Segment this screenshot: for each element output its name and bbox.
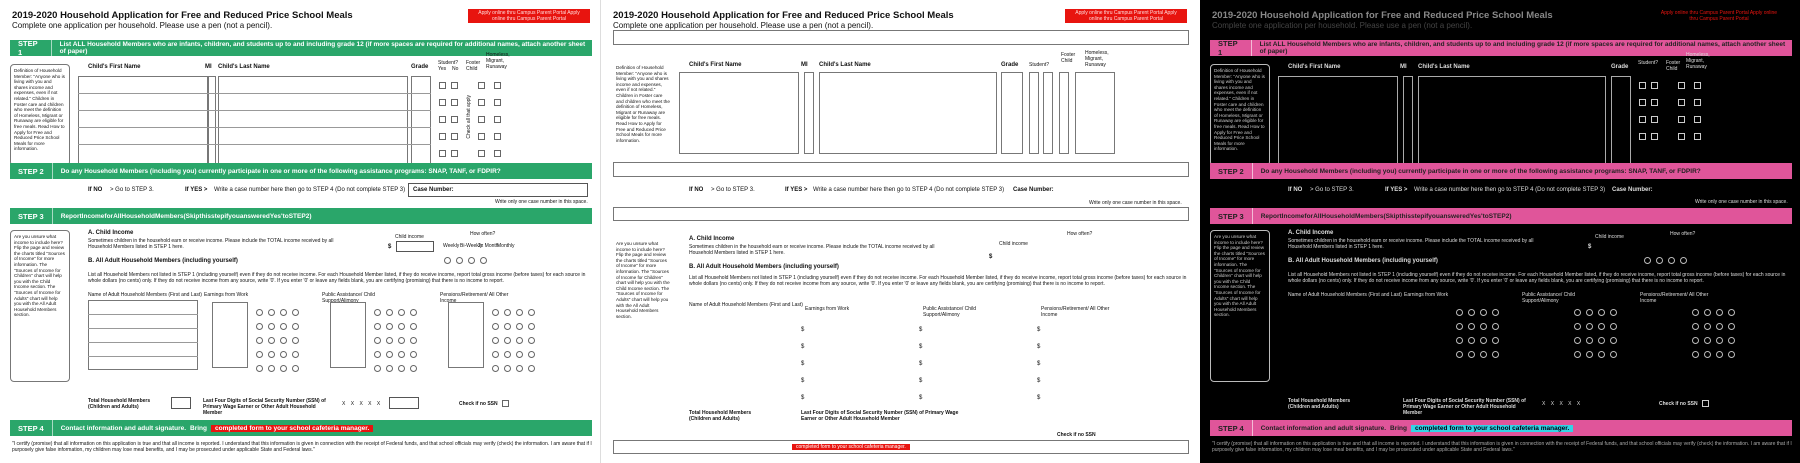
step1-text: List ALL Household Members who are infants, children, and students up to and including grade 12 (if more spaces are required for additional names, attach another sheet of paper) bbox=[1259, 41, 1786, 55]
step4-text: Contact information and adult signature. bbox=[60, 424, 187, 432]
foster-col[interactable] bbox=[1059, 72, 1069, 154]
col-student: Student? bbox=[1029, 62, 1050, 68]
step3-bar bbox=[10, 208, 592, 224]
child-income-input[interactable] bbox=[396, 241, 434, 252]
adult-name-col: Name of Adult Household Members (First and Last) bbox=[1288, 292, 1402, 298]
step4-text: Contact information and adult signature. bbox=[1260, 424, 1387, 432]
freq-2x-month: 2x Month bbox=[478, 243, 499, 249]
adult-members-text: List all Household Members not listed in STEP 1 (including yourself) even if they do not receive income. For each Household Member listed, if they do receive income, report total gross income (before taxes) for each source in whole dollars (no cents) only. If they do not receive income from any source, write '0'. If you enter '0' or leave any fields blank, you are certifying (promising) that there is no income to report. bbox=[1288, 272, 1786, 284]
child-income-title: A. Child Income bbox=[88, 230, 134, 236]
write-only: Write only one case number in this space. bbox=[495, 199, 588, 205]
col-mi: MI bbox=[1400, 64, 1407, 70]
child-income-title: A. Child Income bbox=[1288, 230, 1334, 236]
col-foster: Foster Child bbox=[1061, 52, 1076, 64]
radio-2x-month[interactable] bbox=[468, 257, 475, 264]
child-income-text: Sometimes children in the household earn or receive income. Please include the TOTAL income received by all Household Members listed in STEP 1 here. bbox=[88, 238, 334, 250]
layout-panel bbox=[600, 0, 1200, 463]
ssn-input[interactable] bbox=[389, 397, 419, 409]
step2-bar bbox=[1210, 163, 1792, 179]
step3-frame bbox=[613, 207, 1189, 221]
student-yes-checkbox[interactable] bbox=[439, 99, 446, 106]
grid-row-line bbox=[78, 110, 431, 111]
grade-grid[interactable] bbox=[411, 76, 431, 164]
child-frequency-radios[interactable] bbox=[1644, 251, 1692, 269]
grid-row-line bbox=[78, 144, 431, 145]
foster-checkbox[interactable] bbox=[478, 82, 485, 89]
first-name-grid[interactable] bbox=[679, 72, 799, 154]
col-foster: Foster Child bbox=[1666, 60, 1681, 72]
step3-label: STEP 3 bbox=[1210, 208, 1253, 224]
how-often-child: How often? bbox=[1670, 231, 1696, 237]
total-members-label: Total Household Members (Children and Adults) bbox=[88, 398, 151, 410]
student-yes-checkbox[interactable] bbox=[439, 116, 446, 123]
hmr-checkbox[interactable] bbox=[494, 116, 501, 123]
student-no-checkbox[interactable] bbox=[451, 82, 458, 89]
go-step3: > Go to STEP 3. bbox=[110, 187, 154, 193]
child-income-dollar: $ bbox=[1588, 244, 1592, 250]
earnings-col: Earnings from Work bbox=[204, 292, 249, 298]
child-income-label: Child income bbox=[395, 234, 424, 240]
child-frequency-radios[interactable] bbox=[444, 251, 492, 269]
foster-checkbox[interactable] bbox=[1678, 82, 1685, 89]
step3-text: ReportIncomeforAllHouseholdMembers(SkipthisstepifyouansweredYes'toSTEP2) bbox=[1260, 212, 1512, 220]
first-name-grid[interactable] bbox=[78, 76, 208, 164]
grid-row-line bbox=[88, 314, 198, 315]
how-often-child: How often? bbox=[470, 231, 496, 237]
form-title: 2019-2020 Household Application for Free and Reduced Price School Meals bbox=[613, 10, 954, 21]
step4-label: STEP 4 bbox=[10, 420, 53, 436]
total-members-input[interactable] bbox=[171, 397, 191, 409]
public-assistance-col: Public Assistance/ Child Support/Alimony bbox=[322, 292, 376, 304]
adult-members-text: List all Household Members not listed in STEP 1 (including yourself) even if they do not receive income. For each Household Member listed, if they do receive income, report total gross income (before taxes) for each source in whole dollars (no cents) only. If they do not receive income from any source, write '0'. If you enter '0' or leave any fields blank, you are certifying (promising) that there is no income to report. bbox=[88, 272, 586, 284]
no-ssn-checkbox[interactable] bbox=[1702, 400, 1709, 407]
col-first-name: Child's First Name bbox=[88, 64, 141, 70]
write-only: Write only one case number in this space. bbox=[1089, 200, 1182, 206]
student-yes-checkbox[interactable] bbox=[1639, 116, 1646, 123]
ssn-label: Last Four Digits of Social Security Number (SSN) of Primary Wage Earner or Other Adult Household Member bbox=[1403, 398, 1526, 416]
radio-weekly[interactable] bbox=[444, 257, 451, 264]
student-yes-checkbox[interactable] bbox=[439, 133, 446, 140]
col-no: No bbox=[452, 66, 459, 72]
foster-checkbox[interactable] bbox=[1678, 116, 1685, 123]
col-first-name: Child's First Name bbox=[689, 62, 742, 68]
child-income-text: Sometimes children in the household earn or receive income. Please include the TOTAL income received by all Household Members listed in STEP 1 here. bbox=[689, 244, 935, 256]
step3-bar bbox=[1210, 208, 1792, 224]
adult-members-title: B. All Adult Household Members (including yourself) bbox=[88, 258, 238, 264]
step4-bar bbox=[1210, 420, 1792, 436]
if-no: If NO bbox=[1288, 187, 1303, 193]
last-name-grid[interactable] bbox=[218, 76, 408, 164]
certify-text: "I certify (promise) that all information on this application is true and that all income is reported. I understand that this information is given in connection with the receipt of Federal funds, and that school officials may verify (check) the information. I am aware that if I purposely give false information, my children may lose meal benefits, and I may be prosecuted under applicable State and Federal laws." bbox=[12, 441, 592, 453]
freq-monthly: Monthly bbox=[497, 243, 515, 249]
student-yes-checkbox[interactable] bbox=[439, 150, 446, 157]
hmr-checkbox[interactable] bbox=[494, 150, 501, 157]
no-ssn-checkbox[interactable] bbox=[502, 400, 509, 407]
form-title: 2019-2020 Household Application for Free and Reduced Price School Meals bbox=[12, 10, 353, 21]
child-income-dollar: $ bbox=[388, 244, 392, 250]
step2-frame bbox=[613, 162, 1189, 177]
case-number-label: Case Number: bbox=[1612, 187, 1653, 193]
ssn-mask: X X X X X bbox=[342, 401, 383, 407]
foster-checkbox[interactable] bbox=[1678, 99, 1685, 106]
if-yes: If YES > bbox=[1385, 187, 1408, 193]
col-hmr: Homeless, Migrant, Runaway bbox=[1686, 52, 1710, 70]
student-no-checkbox[interactable] bbox=[1651, 133, 1658, 140]
assist-freq-radios[interactable] bbox=[374, 305, 422, 375]
col-foster: Foster Child bbox=[466, 60, 481, 72]
student-yes-checkbox[interactable] bbox=[1639, 82, 1646, 89]
grid-row-line bbox=[78, 127, 431, 128]
student-no-checkbox[interactable] bbox=[451, 133, 458, 140]
foster-checkbox[interactable] bbox=[478, 150, 485, 157]
pension-inputs[interactable] bbox=[448, 302, 484, 368]
public-assistance-col: Public Assistance/ Child Support/Alimony bbox=[1522, 292, 1576, 304]
col-first-name: Child's First Name bbox=[1288, 64, 1341, 70]
mask-panel bbox=[1200, 0, 1800, 463]
student-yes-checkbox[interactable] bbox=[439, 82, 446, 89]
red-tag: Apply online thru Campus Parent Portal Apply online thru Campus Parent Portal bbox=[1065, 9, 1187, 23]
write-case: Write a case number here then go to STEP 4 (Do not complete STEP 3) bbox=[813, 187, 1005, 193]
step3-side-note: Are you unsure what income to include here? Flip the page and review the charts titled "Sources of Income" for more information. The "Sources of Income for Children" chart will help you with the Child Income section. The "Sources of Income for Adults" chart will help you with the All Adult Household Members section. bbox=[613, 238, 673, 390]
col-last-name: Child's Last Name bbox=[1418, 64, 1470, 70]
if-yes: If YES > bbox=[785, 187, 808, 193]
student-no-checkbox[interactable] bbox=[1651, 82, 1658, 89]
child-income-text: Sometimes children in the household earn or receive income. Please include the TOTAL income received by all Household Members listed in STEP 1 here. bbox=[1288, 238, 1534, 250]
earnings-dollars: $ $ $ $ $ bbox=[801, 327, 805, 401]
mi-grid[interactable] bbox=[1403, 76, 1413, 164]
ssn-label: Last Four Digits of Social Security Number (SSN) of Primary Wage Earner or Other Adult Household Member bbox=[203, 398, 326, 416]
step1-label: STEP 1 bbox=[10, 40, 52, 56]
step3-label: STEP 3 bbox=[10, 208, 53, 224]
completed-form-highlight: completed form to your school cafeteria manager. bbox=[211, 425, 373, 432]
form-subtitle: Complete one application per household. Please use a pen (not a pencil). bbox=[12, 21, 273, 30]
step1-side-note: Definition of Household Member: "Anyone who is living with you and shares income and expenses, even if not related." Children in Foster care and children who meet the definition of Homeless, Migrant or Runaway are eligible for free meals. Read How to Apply for Free and Reduced Price School Meals for more information. bbox=[613, 62, 673, 164]
child-income-label: Child income bbox=[1595, 234, 1624, 240]
col-student: Student? bbox=[438, 60, 459, 66]
step2-text: Do any Household Members (including you) currently participate in one or more of the following assistance programs: SNAP, TANF, or FDPIR? bbox=[1260, 167, 1701, 175]
ssn-mask: X X X X X bbox=[1542, 401, 1583, 407]
adult-members-text: List all Household Members not listed in STEP 1 (including yourself) even if they do not receive income. For each Household Member listed, if they do receive income, report total gross income (before taxes) for each source in whole dollars (no cents) only. If they do not receive income from any source, write '0'. If you enter '0' or leave any fields blank, you are certifying (promising) that there is no income to report. bbox=[689, 275, 1187, 287]
col-hmr: Homeless, Migrant, Runaway bbox=[1085, 50, 1109, 68]
no-ssn-label: Check if no SSN bbox=[1057, 432, 1096, 438]
step2-label: STEP 2 bbox=[1210, 163, 1253, 179]
bring-label: Bring bbox=[190, 424, 208, 432]
if-no: If NO bbox=[689, 187, 704, 193]
red-tag: Apply online thru Campus Parent Portal Apply online thru Campus Parent Portal bbox=[1660, 10, 1778, 22]
radio-monthly[interactable] bbox=[480, 257, 487, 264]
check-all-label: Check all that apply bbox=[466, 95, 472, 139]
first-name-grid[interactable] bbox=[1278, 76, 1398, 164]
last-name-grid[interactable] bbox=[819, 72, 997, 154]
child-income-dollar: $ bbox=[989, 254, 993, 260]
foster-checkbox[interactable] bbox=[478, 133, 485, 140]
pensions-col: Pensions/Retirement/ All Other Income bbox=[440, 292, 509, 304]
no-ssn-label: Check if no SSN bbox=[459, 401, 498, 407]
grid-row-line bbox=[88, 342, 198, 343]
child-income-title: A. Child Income bbox=[689, 236, 735, 242]
col-last-name: Child's Last Name bbox=[819, 62, 871, 68]
step1-frame bbox=[613, 30, 1189, 45]
write-case: Write a case number here then go to STEP 4 (Do not complete STEP 3) bbox=[1414, 187, 1606, 193]
no-ssn-label: Check if no SSN bbox=[1659, 401, 1698, 407]
student-no-checkbox[interactable] bbox=[1651, 99, 1658, 106]
hmr-checkbox[interactable] bbox=[494, 82, 501, 89]
pension-freq-radios[interactable] bbox=[1692, 305, 1740, 361]
go-step3: > Go to STEP 3. bbox=[711, 187, 755, 193]
earnings-col: Earnings from Work bbox=[1404, 292, 1449, 298]
earnings-freq-radios[interactable] bbox=[256, 305, 304, 375]
form-subtitle: Complete one application per household. Please use a pen (not a pencil). bbox=[613, 21, 874, 30]
mi-grid[interactable] bbox=[208, 76, 216, 164]
grade-grid[interactable] bbox=[1611, 76, 1631, 164]
case-number-label: Case Number: bbox=[413, 187, 454, 193]
red-tag: Apply online thru Campus Parent Portal Apply online thru Campus Parent Portal bbox=[468, 9, 590, 23]
student-no-checkbox[interactable] bbox=[451, 150, 458, 157]
col-student: Student? bbox=[1638, 60, 1659, 66]
last-name-grid[interactable] bbox=[1418, 76, 1606, 164]
completed-form-highlight: completed form to your school cafeteria manager. bbox=[1411, 425, 1573, 432]
grade-grid[interactable] bbox=[1001, 72, 1023, 154]
col-yes: Yes bbox=[438, 66, 447, 72]
foster-checkbox[interactable] bbox=[478, 99, 485, 106]
step4-frame bbox=[613, 440, 1189, 454]
assist-freq-radios[interactable] bbox=[1574, 305, 1622, 361]
write-only: Write only one case number in this space. bbox=[1695, 199, 1788, 205]
certify-text: "I certify (promise) that all information on this application is true and that all income is reported. I understand that this information is given in connection with the receipt of Federal funds, and that school officials may verify (check) the information. I am aware that if I purposely give false information, my children may lose meal benefits, and I may be prosecuted under applicable State and Federal laws." bbox=[1212, 441, 1792, 453]
write-case: Write a case number here then go to STEP 4 (Do not complete STEP 3) bbox=[214, 187, 406, 193]
step3-side-note: Are you unsure what income to include here? Flip the page and review the charts titled "Sources of Income" for more information. The "Sources of Income for Children" chart will help you with the Child Income section. The "Sources of Income for Adults" chart will help you with the All Adult Household Members section. bbox=[10, 230, 70, 382]
step1-side-note: Definition of Household Member: "Anyone who is living with you and shares income and expenses, even if not related." Children in Foster care and children who meet the definition of Homeless, Migrant or Runaway are eligible for free meals. Read How to Apply for Free and Reduced Price School Meals for more information. bbox=[10, 64, 70, 166]
student-no-col[interactable] bbox=[1043, 72, 1053, 154]
col-grade: Grade bbox=[1001, 62, 1019, 68]
completed-form-highlight: completed form to your school cafeteria manager. bbox=[792, 444, 910, 450]
step1-label: STEP 1 bbox=[1210, 40, 1252, 56]
how-often-child: How often? bbox=[1067, 231, 1093, 237]
adult-members-title: B. All Adult Household Members (including yourself) bbox=[689, 264, 839, 270]
public-assistance-col: Public Assistance/ Child Support/Alimony bbox=[923, 306, 977, 318]
earnings-inputs[interactable] bbox=[212, 302, 248, 368]
pension-freq-radios[interactable] bbox=[492, 305, 540, 375]
earnings-col: Earnings from Work bbox=[805, 306, 850, 312]
hmr-checkbox[interactable] bbox=[1694, 99, 1701, 106]
go-step3: > Go to STEP 3. bbox=[1310, 187, 1354, 193]
hmr-checkbox[interactable] bbox=[1694, 116, 1701, 123]
grid-row-line bbox=[78, 93, 431, 94]
step2-text: Do any Household Members (including you) currently participate in one or more of the following assistance programs: SNAP, TANF, or FDPIR? bbox=[60, 167, 501, 175]
adult-name-col: Name of Adult Household Members (First and Last) bbox=[689, 302, 803, 308]
pension-dollars: $ $ $ $ $ bbox=[1037, 327, 1041, 401]
foster-checkbox[interactable] bbox=[478, 116, 485, 123]
step4-label: STEP 4 bbox=[1210, 420, 1253, 436]
col-mi: MI bbox=[801, 62, 808, 68]
total-members-label: Total Household Members (Children and Adults) bbox=[689, 410, 752, 422]
total-members-label: Total Household Members (Children and Adults) bbox=[1288, 398, 1351, 410]
col-mi: MI bbox=[205, 64, 212, 70]
case-number-label: Case Number: bbox=[1013, 187, 1054, 193]
adult-names-grid[interactable] bbox=[88, 300, 198, 370]
step2-bar bbox=[10, 163, 592, 179]
adult-name-col: Name of Adult Household Members (First and Last) bbox=[88, 292, 202, 298]
col-last-name: Child's Last Name bbox=[218, 64, 270, 70]
freq-biweekly: Bi-Weekly bbox=[460, 243, 483, 249]
hmr-checkbox[interactable] bbox=[1694, 82, 1701, 89]
pensions-col: Pensions/Retirement/ All Other Income bbox=[1640, 292, 1709, 304]
adult-members-title: B. All Adult Household Members (including yourself) bbox=[1288, 258, 1438, 264]
original-form-panel bbox=[0, 0, 600, 463]
radio-biweekly[interactable] bbox=[456, 257, 463, 264]
if-no: If NO bbox=[88, 187, 103, 193]
col-grade: Grade bbox=[1611, 64, 1629, 70]
grid-row-line bbox=[88, 356, 198, 357]
step3-side-note: Are you unsure what income to include here? Flip the page and review the charts titled "Sources of Income" for more information. The "Sources of Income for Children" chart will help you with the Child Income section. The "Sources of Income for Adults" chart will help you with the All Adult Household Members section. bbox=[1210, 230, 1270, 382]
if-yes: If YES > bbox=[185, 187, 208, 193]
step2-label: STEP 2 bbox=[10, 163, 53, 179]
form-subtitle: Complete one application per household. Please use a pen (not a pencil). bbox=[1212, 21, 1473, 30]
bring-label: Bring bbox=[1390, 424, 1408, 432]
student-yes-checkbox[interactable] bbox=[1639, 99, 1646, 106]
public-assist-inputs[interactable] bbox=[330, 302, 366, 368]
student-no-checkbox[interactable] bbox=[1651, 116, 1658, 123]
student-no-checkbox[interactable] bbox=[451, 116, 458, 123]
col-hmr: Homeless, Migrant, Runaway bbox=[486, 52, 510, 70]
student-yes-col[interactable] bbox=[1029, 72, 1039, 154]
hmr-col[interactable] bbox=[1075, 72, 1115, 154]
foster-checkbox[interactable] bbox=[1678, 133, 1685, 140]
hmr-checkbox[interactable] bbox=[1694, 133, 1701, 140]
hmr-checkbox[interactable] bbox=[494, 133, 501, 140]
step1-side-note: Definition of Household Member: "Anyone who is living with you and shares income and expenses, even if not related." Children in Foster care and children who meet the definition of Homeless, Migrant or Runaway are eligible for free meals. Read How to Apply for Free and Reduced Price School Meals for more information. bbox=[1210, 64, 1270, 166]
step3-text: ReportIncomeforAllHouseholdMembers(SkipthisstepifyouansweredYes'toSTEP2) bbox=[60, 212, 312, 220]
mi-grid[interactable] bbox=[804, 72, 814, 154]
col-grade: Grade bbox=[411, 64, 429, 70]
earnings-freq-radios[interactable] bbox=[1456, 305, 1504, 361]
pensions-col: Pensions/Retirement/ All Other Income bbox=[1041, 306, 1110, 318]
case-number-input[interactable] bbox=[408, 183, 588, 197]
student-no-checkbox[interactable] bbox=[451, 99, 458, 106]
grid-row-line bbox=[88, 328, 198, 329]
freq-weekly: Weekly bbox=[443, 243, 460, 249]
ssn-label: Last Four Digits of Social Security Number (SSN) of Primary Wage Earner or Other Adult Household Member bbox=[801, 410, 959, 422]
child-income-label: Child income bbox=[999, 241, 1028, 247]
step1-text: List ALL Household Members who are infants, children, and students up to and including grade 12 (if more spaces are required for additional names, attach another sheet of paper) bbox=[59, 41, 586, 55]
form-title: 2019-2020 Household Application for Free and Reduced Price School Meals bbox=[1212, 10, 1553, 21]
assist-dollars: $ $ $ $ $ bbox=[919, 327, 923, 401]
student-yes-checkbox[interactable] bbox=[1639, 133, 1646, 140]
step4-bar bbox=[10, 420, 592, 436]
hmr-checkbox[interactable] bbox=[494, 99, 501, 106]
